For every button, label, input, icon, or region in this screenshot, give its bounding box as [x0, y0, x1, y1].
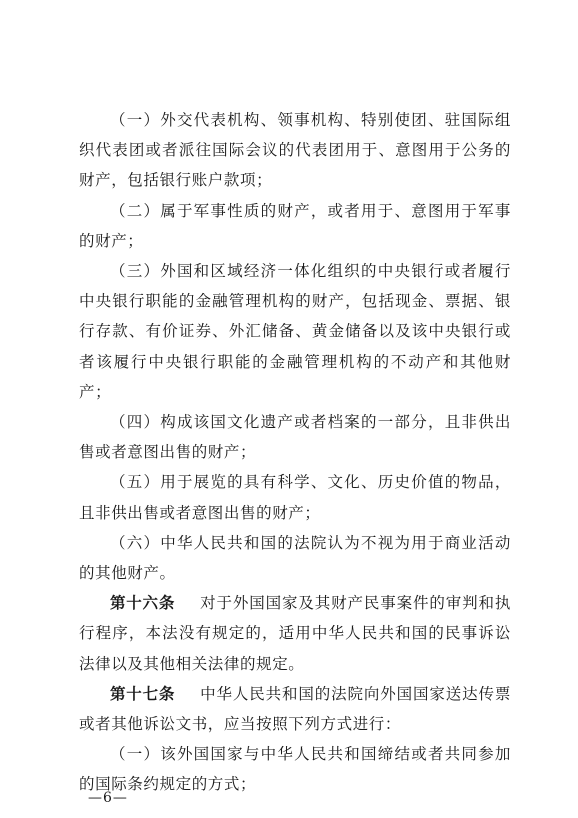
page-number: —6—	[88, 790, 128, 806]
article-17-item-1: （一）该外国国家与中华人民共和国缔结或者共同参加的国际条约规定的方式；	[79, 745, 511, 794]
article-16-heading: 第十六条	[110, 594, 176, 613]
clause-item-1: （一）外交代表机构、领事机构、特别使团、驻国际组织代表团或者派往国际会议的代表团用于、意图用于公务的财产，包括银行账户款项；	[79, 111, 511, 190]
clause-item-3: （三）外国和区域经济一体化组织的中央银行或者履行中央银行职能的金融管理机构的财产，包括现金、票据、银行存款、有价证券、外汇储备、黄金储备以及该中央银行或者该履行中央银行职能的金融管理机构的不动产和其他财产；	[79, 262, 511, 401]
clause-item-4: （四）构成该国文化遗产或者档案的一部分，且非供出售或者意图出售的财产；	[79, 413, 511, 462]
document-body	[79, 105, 511, 800]
clause-item-6: （六）中华人民共和国的法院认为不视为用于商业活动的其他财产。	[79, 533, 511, 583]
article-17-text: 中华人民共和国的法院向外国国家送达传票或者其他诉讼文书，应当按照下列方式进行：	[79, 684, 511, 734]
clause-item-2: （二）属于军事性质的财产，或者用于、意图用于军事的财产；	[79, 201, 511, 250]
article-16-text: 对于外国国家及其财产民事案件的审判和执行程序，本法没有规定的，适用中华人民共和国的民事诉讼法律以及其他相关法律的规定。	[79, 594, 511, 673]
article-17	[79, 679, 511, 739]
article-16	[79, 588, 511, 679]
article-17-heading: 第十七条	[110, 684, 176, 703]
clause-item-5: （五）用于展览的具有科学、文化、历史价值的物品，且非供出售或者意图出售的财产；	[79, 473, 511, 522]
